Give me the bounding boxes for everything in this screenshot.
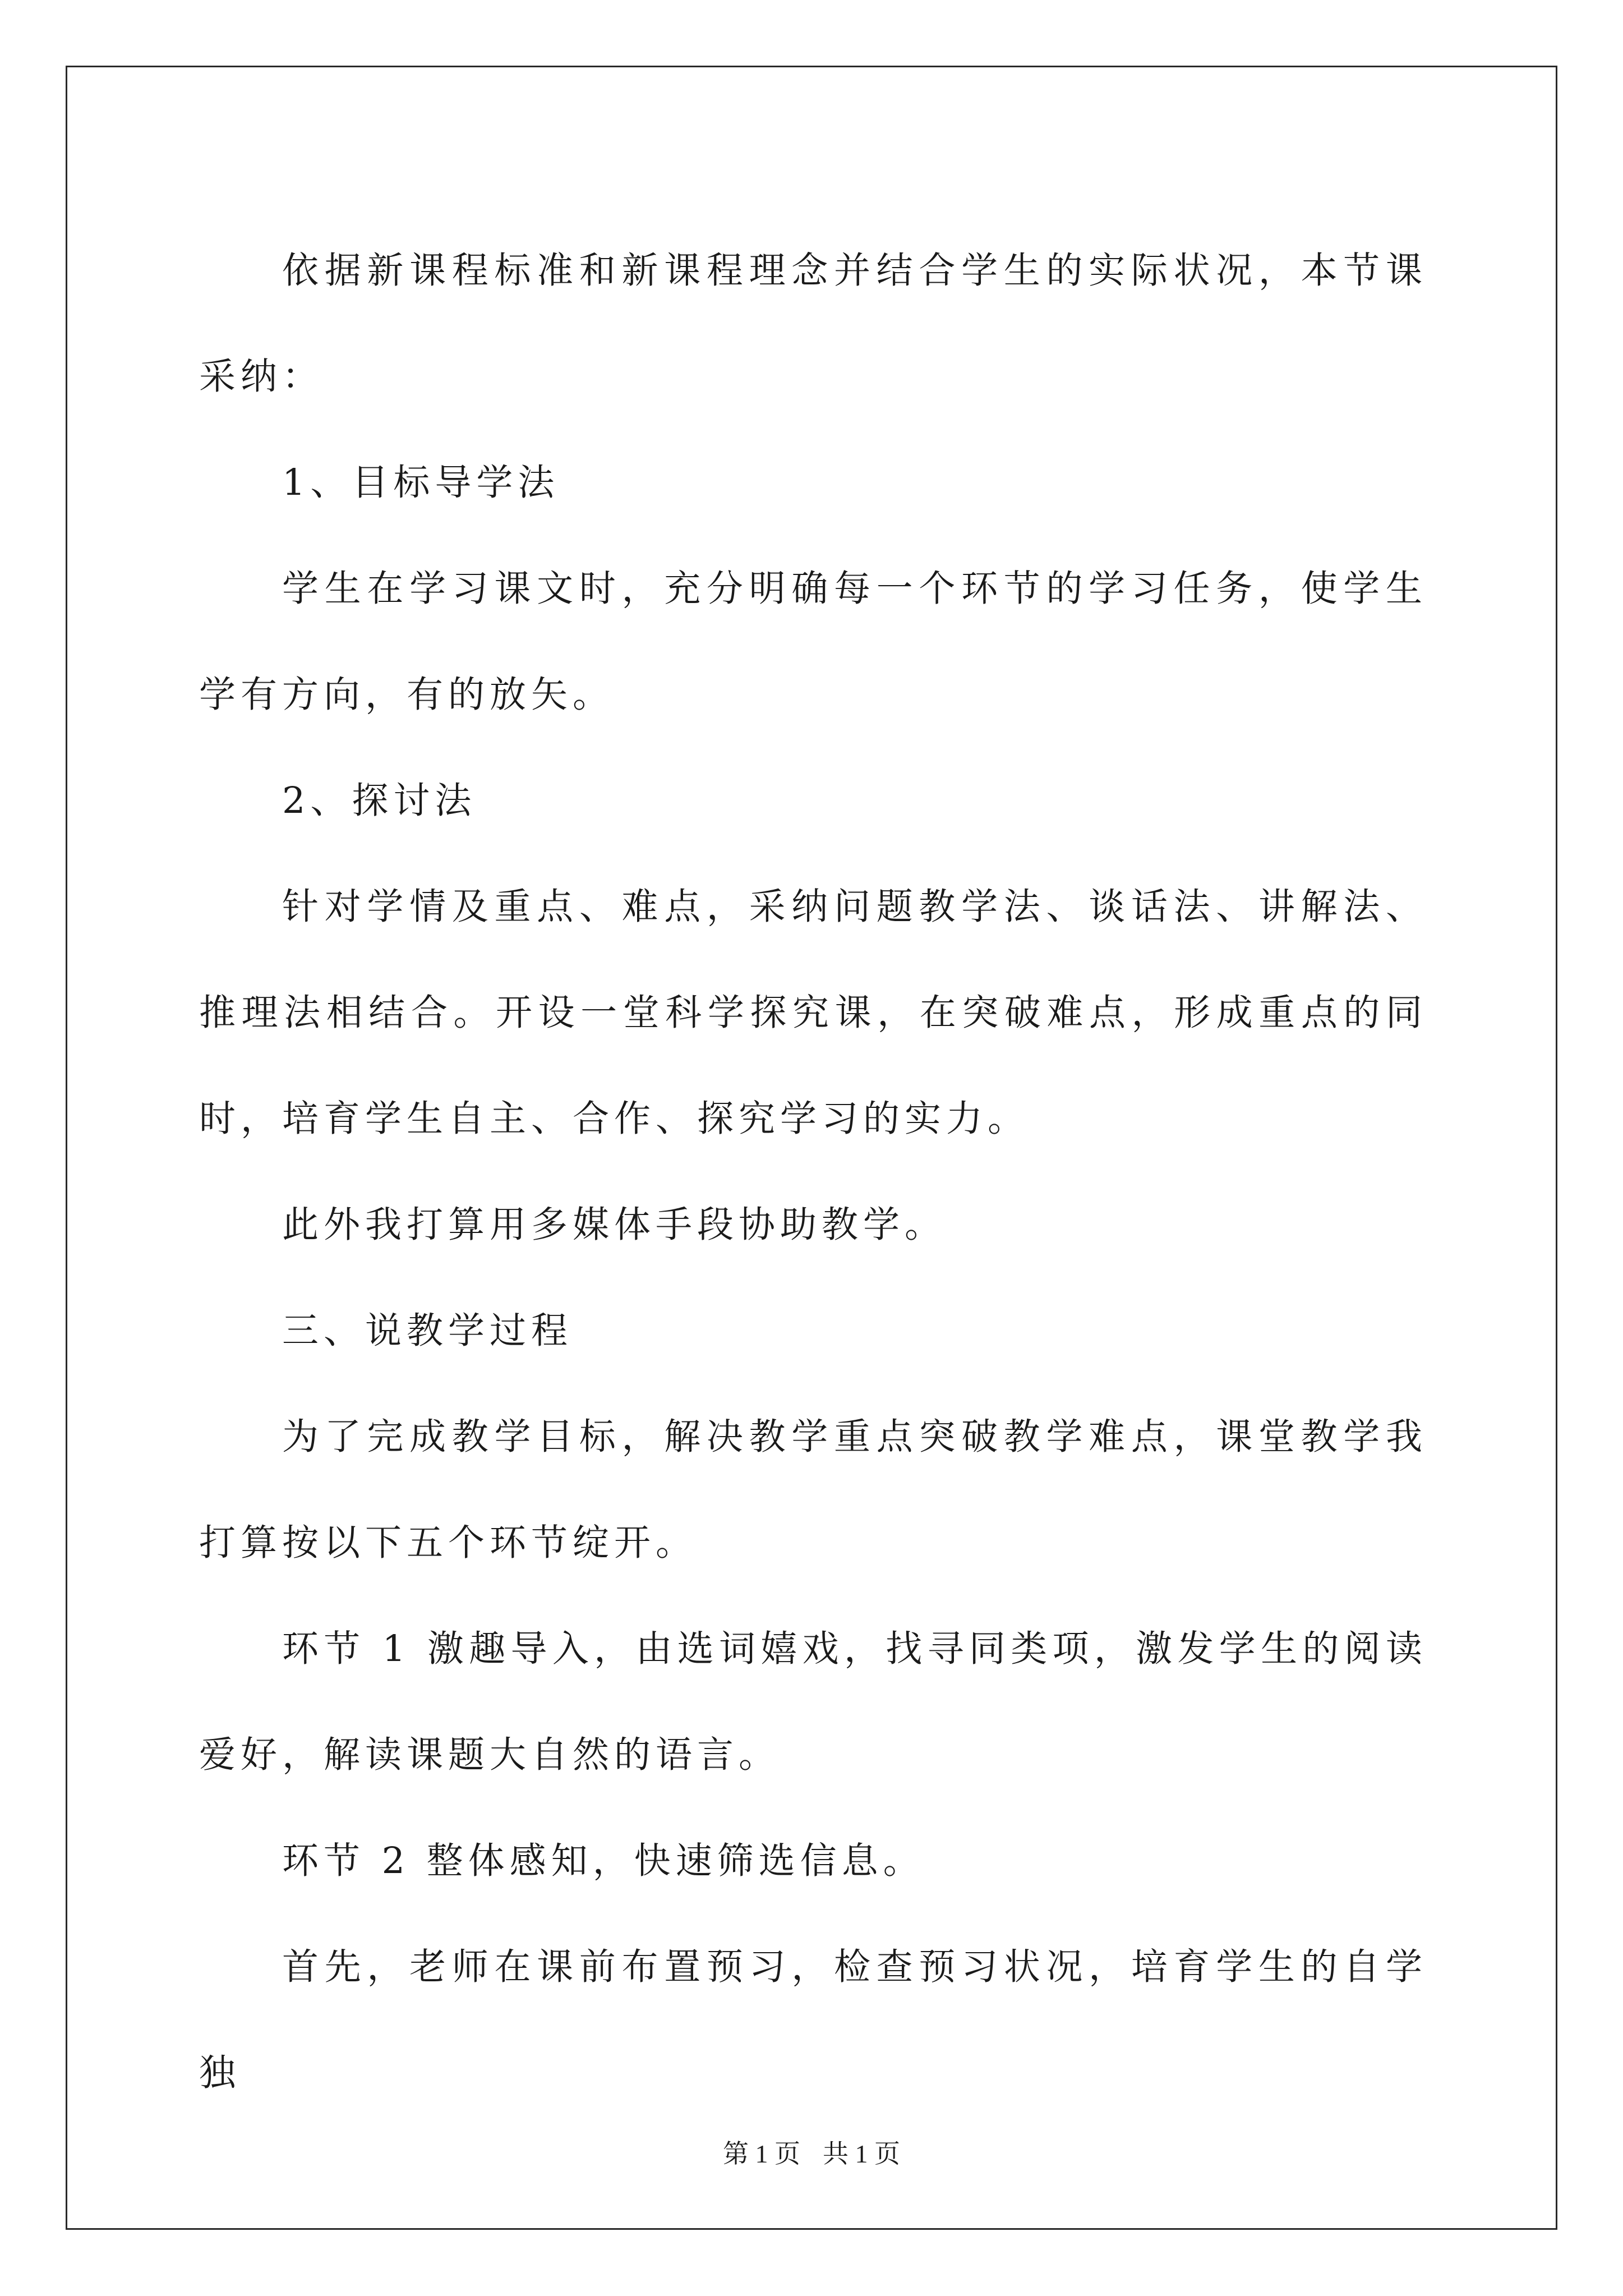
paragraph: 针对学情及重点、难点，采纳问题教学法、谈话法、讲解法、推理法相结合。开设一堂科学探究课，在突破难点，形成重点的同时，培育学生自主、合作、探究学习的实力。 [199,886,1427,1140]
paragraph: 三、说教学过程 [282,1310,573,1352]
document-body [199,218,1427,2126]
page-total: 共 1 页 [823,2139,900,2168]
page-footer [0,2137,1623,2171]
paragraph: 2、探讨法 [282,780,477,822]
paragraph: 学生在学习课文时，充分明确每一个环节的学习任务，使学生学有方向，有的放矢。 [199,568,1427,716]
paragraph: 首先，老师在课前布置预习，检查预习状况，培育学生的自学独 [199,1946,1427,2094]
paragraph: 环节 2 整体感知，快速筛选信息。 [282,1840,925,1882]
paragraph: 环节 1 激趣导入，由选词嬉戏，找寻同类项，激发学生的阅读爱好，解读课题大自然的语言。 [199,1628,1427,1776]
paragraph: 依据新课程标准和新课程理念并结合学生的实际状况，本节课采纳： [199,250,1427,398]
paragraph: 此外我打算用多媒体手段协助教学。 [282,1204,947,1246]
paragraph: 1、目标导学法 [282,462,560,504]
page-number: 第 1 页 [723,2139,800,2168]
paragraph: 为了完成教学目标，解决教学重点突破教学难点，课堂教学我打算按以下五个环节绽开。 [199,1416,1427,1564]
